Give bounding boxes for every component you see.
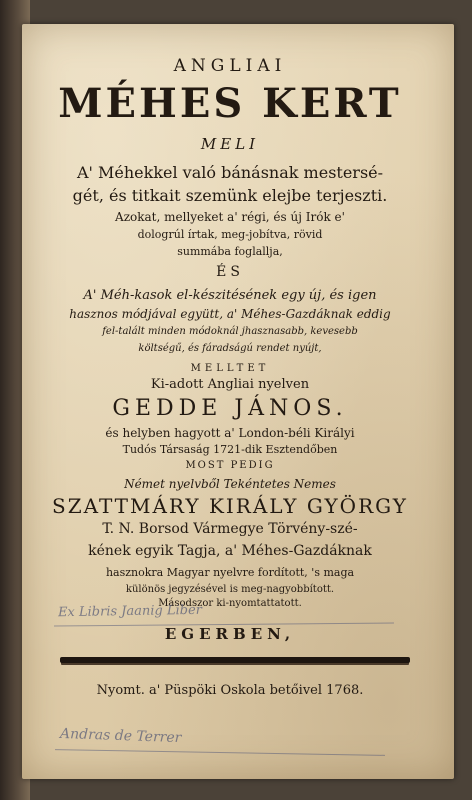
decorative-rule <box>60 657 410 663</box>
meli-line: MELI <box>200 135 260 153</box>
translator-role-line-4: különös jegyzésével is meg-nagyobbított. <box>125 584 335 595</box>
edition-line: Másodszor ki-nyomtattatott. <box>158 598 302 609</box>
author-name: GEDDE JÁNOS. <box>112 396 348 421</box>
italic-line-3: fel-talált minden módoknál jhasznasabb, kevesebb <box>102 326 358 337</box>
italic-line-1: A' Méh-kasok el-készitésének egy új, és igen <box>83 288 377 303</box>
description-line-1: A' Méhekkel való bánásnak mestersé- <box>76 163 384 182</box>
conjunction-es: ÉS <box>216 264 244 280</box>
description-line-4: dologrúl írtak, meg-jobítva, rövid <box>137 228 323 241</box>
melltet-line: MELLTET <box>190 363 270 374</box>
translation-source-line: Német nyelvből Tekéntetes Nemes <box>124 477 336 491</box>
translator-role-line-3: hasznokra Magyar nyelvre fordított, 's maga <box>105 566 355 579</box>
imprint-line: Nyomt. a' Püspöki Oskola betőivel 1768. <box>96 683 364 698</box>
approval-line-2: Tudós Társaság 1721-dik Esztendőben <box>122 443 338 456</box>
place-of-print: EGERBEN, <box>164 625 296 643</box>
translator-name: SZATTMÁRY KIRÁLY GYÖRGY <box>52 494 408 518</box>
description-line-3: Azokat, mellyeket a' régi, és új Irók e' <box>115 210 345 224</box>
description-line-2: gét, és titkait szemünk elejbe terjeszti. <box>72 186 388 205</box>
most-pedig-line: MOST PEDIG <box>185 460 275 471</box>
italic-line-2: hasznos módjával együtt, a' Méhes-Gazdáknak eddig <box>69 307 391 321</box>
translator-role-line-2: kének egyik Tagja, a' Méhes-Gazdáknak <box>88 543 372 559</box>
description-line-5: summába foglallja, <box>177 245 283 258</box>
published-line: Ki-adott Angliai nyelven <box>150 377 310 392</box>
italic-line-4: költségű, és fáradságú rendet nyújt, <box>138 343 322 354</box>
approval-line-1: és helyben hagyott a' London-béli Királyi <box>105 426 355 440</box>
handwritten-note-1: Ex Libris Jaanig Liber <box>57 602 203 621</box>
pre-title: ANGLIAI <box>173 56 287 76</box>
handwritten-signature: Andras de Terrer <box>59 725 182 747</box>
main-title: MÉHES KERT <box>58 80 402 127</box>
translator-role-line-1: T. N. Borsod Vármegye Törvény-szé- <box>102 521 358 537</box>
